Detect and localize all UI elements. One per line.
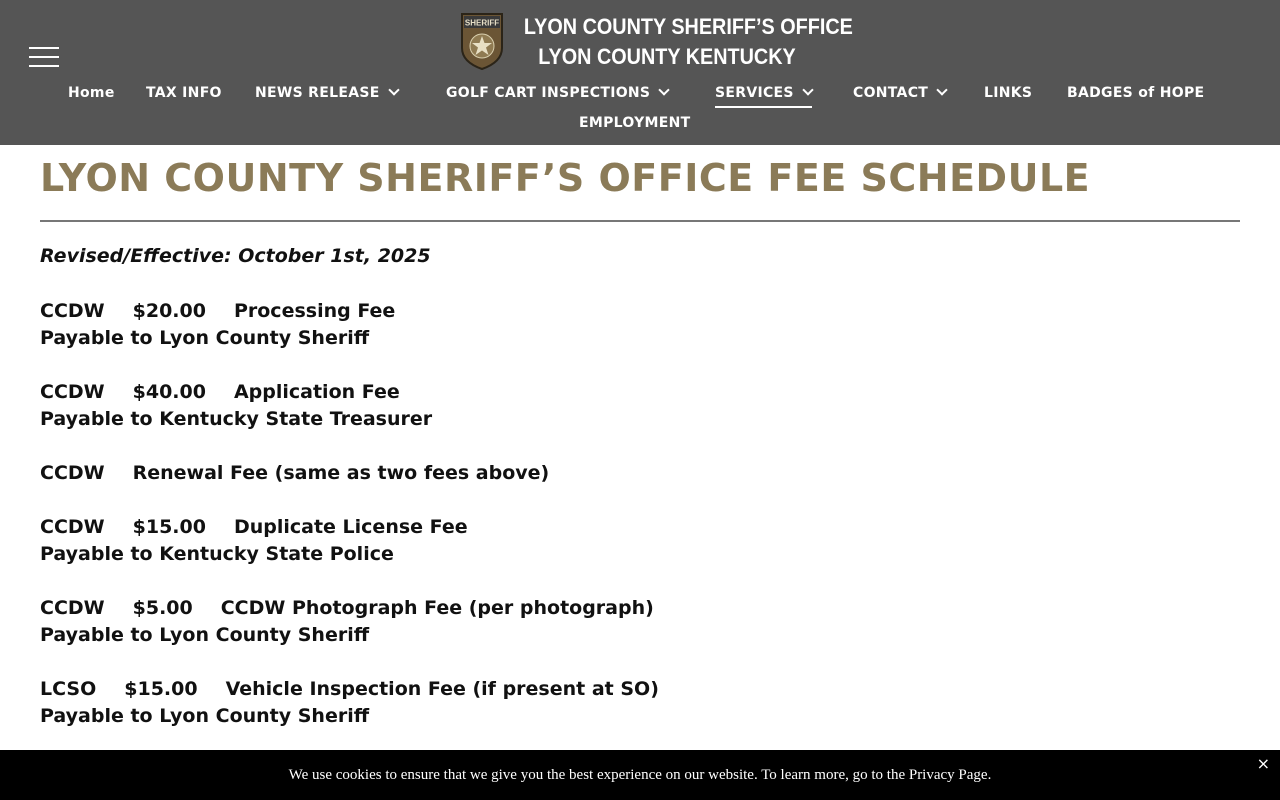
fee-description: Application Fee bbox=[233, 381, 400, 403]
fee-code: CCDW bbox=[40, 516, 105, 538]
title-divider bbox=[40, 220, 1240, 222]
fee-item bbox=[40, 460, 1240, 487]
fee-payable: Payable to Kentucky State Police bbox=[40, 543, 394, 565]
nav-tax-info-label: TAX INFO bbox=[146, 85, 222, 101]
revised-date: Revised/Effective: October 1st, 2025 bbox=[40, 245, 431, 267]
cookie-message: We use cookies to ensure that we give you the best experience on our website. To learn more, go to the Privacy Page. bbox=[288, 767, 992, 783]
fee-description: Duplicate License Fee bbox=[233, 516, 468, 538]
hamburger-menu-icon[interactable] bbox=[29, 47, 59, 67]
site-logo[interactable] bbox=[458, 10, 853, 72]
fee-payable: Payable to Lyon County Sheriff bbox=[40, 705, 370, 727]
fee-description: Processing Fee bbox=[233, 300, 396, 322]
logo-title-line1: LYON COUNTY SHERIFF’S OFFICE bbox=[523, 14, 853, 39]
chevron-down-icon bbox=[659, 84, 670, 95]
fee-amount: $20.00 bbox=[132, 300, 206, 322]
nav-contact[interactable] bbox=[853, 80, 946, 108]
logo-title-line2: LYON COUNTY KENTUCKY bbox=[538, 44, 796, 69]
fee-amount: $15.00 bbox=[132, 516, 206, 538]
nav-links-label: LINKS bbox=[984, 85, 1033, 101]
page-title: LYON COUNTY SHERIFF’S OFFICE FEE SCHEDULE bbox=[40, 156, 1091, 200]
chevron-down-icon bbox=[388, 84, 399, 95]
nav-employment-label: EMPLOYMENT bbox=[579, 115, 691, 131]
close-icon[interactable]: × bbox=[1256, 754, 1270, 773]
fee-amount: $15.00 bbox=[124, 678, 198, 700]
chevron-down-icon bbox=[802, 84, 813, 95]
nav-badges-of-hope-label: BADGES of HOPE bbox=[1067, 85, 1205, 101]
fee-item bbox=[40, 379, 1240, 433]
fee-payable: Payable to Lyon County Sheriff bbox=[40, 624, 370, 646]
nav-news-release[interactable] bbox=[255, 80, 398, 108]
nav-golf-cart-label: GOLF CART INSPECTIONS bbox=[446, 85, 651, 101]
sheriff-badge-icon bbox=[458, 10, 506, 70]
nav-home-label: Home bbox=[68, 85, 115, 101]
nav-news-release-label: NEWS RELEASE bbox=[255, 85, 380, 101]
nav-badges-of-hope[interactable] bbox=[1067, 80, 1204, 108]
nav-home[interactable] bbox=[68, 80, 115, 108]
nav-golf-cart-inspections[interactable] bbox=[446, 80, 668, 108]
badge-text: SHERIFF bbox=[464, 18, 500, 28]
fee-description: Vehicle Inspection Fee (if present at SO) bbox=[225, 678, 659, 700]
fee-item bbox=[40, 514, 1240, 568]
fee-code: LCSO bbox=[40, 678, 97, 700]
fee-code: CCDW bbox=[40, 300, 105, 322]
nav-employment[interactable] bbox=[579, 110, 690, 138]
nav-services-label: SERVICES bbox=[715, 85, 794, 101]
chevron-down-icon bbox=[936, 84, 947, 95]
fee-code: CCDW bbox=[40, 381, 105, 403]
fee-item bbox=[40, 595, 1240, 649]
main-content bbox=[40, 150, 1240, 757]
fee-amount: $40.00 bbox=[132, 381, 206, 403]
nav-links[interactable] bbox=[984, 80, 1032, 108]
fee-item bbox=[40, 676, 1240, 730]
nav-tax-info[interactable] bbox=[146, 80, 222, 108]
fee-description: CCDW Photograph Fee (per photograph) bbox=[220, 597, 654, 619]
site-header bbox=[0, 0, 1280, 145]
fee-code: CCDW bbox=[40, 462, 105, 484]
nav-services[interactable] bbox=[715, 80, 812, 108]
cookie-banner bbox=[0, 750, 1280, 800]
fee-code: CCDW bbox=[40, 597, 105, 619]
fee-list bbox=[40, 298, 1240, 730]
nav-contact-label: CONTACT bbox=[853, 85, 929, 101]
fee-description: Renewal Fee (same as two fees above) bbox=[132, 462, 550, 484]
fee-payable: Payable to Kentucky State Treasurer bbox=[40, 408, 433, 430]
fee-item bbox=[40, 298, 1240, 352]
fee-payable: Payable to Lyon County Sheriff bbox=[40, 327, 370, 349]
fee-amount: $5.00 bbox=[132, 597, 193, 619]
